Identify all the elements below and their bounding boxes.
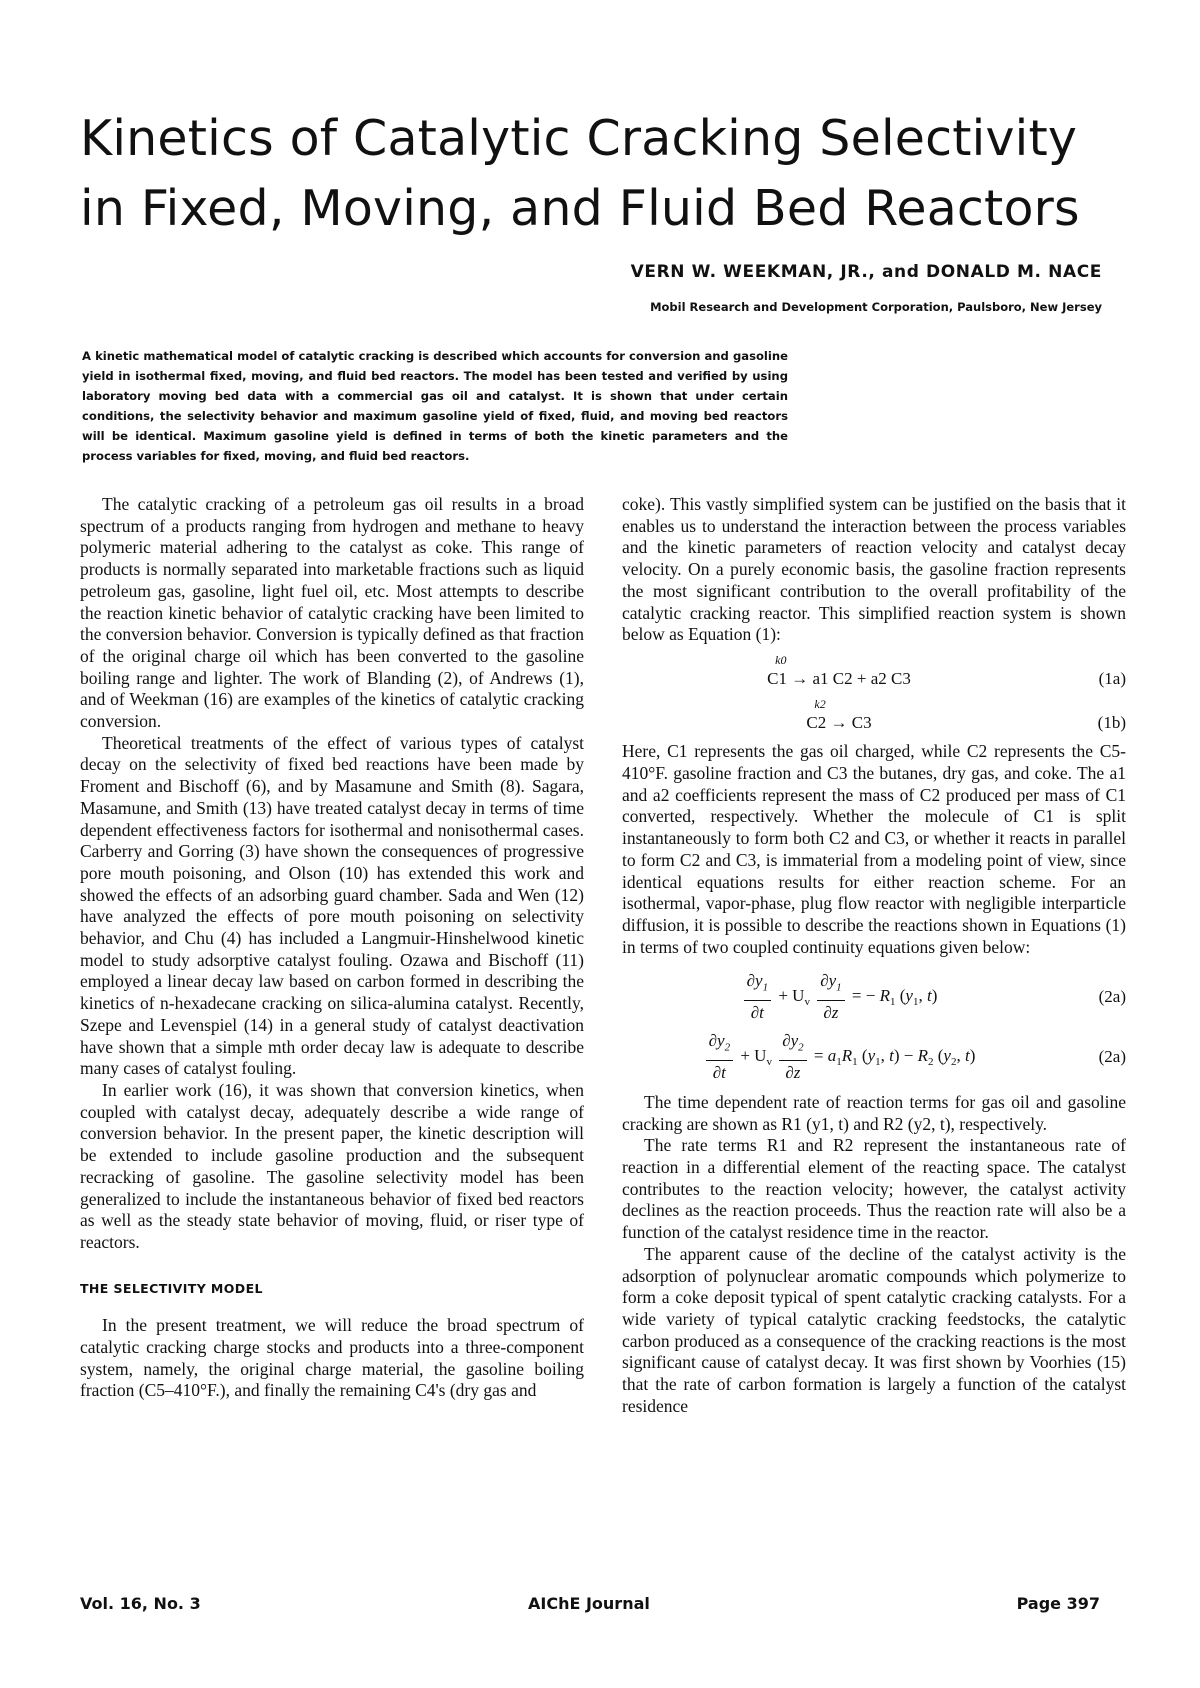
authors: VERN W. WEEKMAN, JR., and DONALD M. NACE	[630, 262, 1102, 282]
affiliation: Mobil Research and Development Corporation, Paulsboro, New Jersey	[650, 300, 1102, 314]
title-line-1: Kinetics of Catalytic Cracking Selectivity	[80, 110, 1078, 167]
equation-number: (2a)	[1098, 1047, 1126, 1067]
equation-2b: $\frac{\partial y_2}{\partial t}$ + $U_v$ $\frac{\partial y_2}{\partial z}$ = $a_1R_1$ ($y_1$, $t) - R_2$ ($y_2$, t) (2a)	[622, 1030, 1126, 1084]
paragraph: The rate terms R1 and R2 represent the instantaneous rate of reaction in a differential element of the reacting space. The catalyst contributes to the reaction velocity; however, the catalyst activity declines as the reaction proceeds. Thus the reaction rate will also be a function of the catalyst residence time in the reactor.	[622, 1135, 1126, 1243]
paragraph: The time dependent rate of reaction terms for gas oil and gasoline cracking are shown as R1 (y1, t) and R2 (y2, t), respectively.	[622, 1091, 1126, 1134]
abstract: A kinetic mathematical model of catalytic cracking is described which accounts for conversion and gasoline yield in isothermal fixed, moving, and fluid bed reactors. The model has been tested and verified by using laboratory moving bed data with a commercial gas oil and catalyst. It is shown that under certain conditions, the selectivity behavior and maximum gasoline yield of fixed, fluid, and moving bed reactors will be identical. Maximum gasoline yield is defined in terms of both the kinetic parameters and the process variables for fixed, moving, and fluid bed reactors.	[82, 349, 788, 463]
paragraph: Theoretical treatments of the effect of various types of catalyst decay on the selectivity of fixed bed reactions have been made by Froment and Bischoff (6), and by Masamune and Smith (8). Sagara, Masamune, and Smith (13) have treated catalyst decay in terms of time dependent effectiveness factors for isothermal and nonisothermal cases. Carberry and Gorring (3) have shown the consequences of progressive pore mouth poisoning, and Olson (10) has extended this work and showed the effects of an adsorbing guard chamber. Sada and Wen (12) have analyzed the effects of pore mouth poisoning on selectivity behavior, and Chu (4) has included a Langmuir-Hinshelwood kinetic model to study adsorptive catalyst fouling. Ozawa and Bischoff (11) employed a linear decay law based on carbon formed in describing the kinetics of n-hexadecane cracking on silica-alumina catalyst. Recently, Szepe and Levenspiel (14) in a general study of catalyst deactivation have shown that a simple mth order decay law is adequate to describe many cases of catalyst fouling.	[80, 732, 584, 1079]
title-line-2: in Fixed, Moving, and Fluid Bed Reactors	[80, 180, 1080, 237]
equation-number: (1a)	[1098, 668, 1126, 688]
paragraph: coke). This vastly simplified system can be justified on the basis that it enables us to understand the interaction between the process variables and the kinetic parameters of reaction velocity and catalyst decay velocity. On a purely economic basis, the gasoline fraction represents the most significant contribution to the overall profitability of the catalytic cracking reactor. This simplified reaction system is shown below as Equation (1):	[622, 494, 1126, 645]
left-column	[80, 494, 584, 1402]
footer-journal: AIChE Journal	[528, 1594, 650, 1613]
footer-page-number: Page 397	[1016, 1594, 1100, 1613]
equation-1b	[622, 696, 1126, 734]
equation-text: C1 → a1 C2 + a2 C3	[767, 668, 911, 688]
paragraph: The apparent cause of the decline of the catalyst activity is the adsorption of polynuclear aromatic compounds which polymerize to form a coke deposit typical of spent catalytic cracking catalysts. For a wide variety of typical catalytic cracking feedstocks, the catalytic carbon produced as a consequence of the cracking reactions is the most significant cause of catalyst decay. It was first shown by Voorhies (15) that the rate of carbon formation is largely a function of the catalyst residence	[622, 1243, 1126, 1416]
paragraph: Here, C1 represents the gas oil charged, while C2 represents the C5-410°F. gasoline fraction and C3 the butanes, dry gas, and coke. The a1 and a2 coefficients represent the mass of C2 produced per mass of C1 converted, respectively. Whether the molecule of C1 is split instantaneously to form both C2 and C3, or whether it reacts in parallel to form C2 and C3, is immaterial from a modeling point of view, since identical equations results for either reaction scheme. For an isothermal, vapor-phase, plug flow reactor with negligible interparticle diffusion, it is possible to describe the reactions shown in Equations (1) in terms of two coupled continuity equations given below:	[622, 741, 1126, 957]
equation-2a: $\frac{\partial y_1}{\partial t}$ + $U_v$ $\frac{\partial y_1}{\partial z}$ = − $R_1$ ($y_1$, t) (2a)	[622, 970, 1126, 1024]
rate-constant-label: k0	[775, 652, 787, 667]
section-heading: THE SELECTIVITY MODEL	[80, 1280, 263, 1296]
paragraph: In earlier work (16), it was shown that conversion kinetics, when coupled with catalyst decay, adequately describe a wide range of conversion behavior. In the present paper, the kinetic description will be extended to include gasoline production and the subsequent recracking of gasoline. The gasoline selectivity model has been generalized to include the instantaneous behavior of fixed bed reactors as well as the steady state behavior of moving, fluid, or riser type of reactors.	[80, 1079, 584, 1252]
article-title	[80, 104, 1140, 244]
paragraph: In the present treatment, we will reduce the broad spectrum of catalytic cracking charge stocks and products into a three-component system, namely, the original charge material, the gasoline boiling fraction (C5–410°F.), and finally the remaining C4's (dry gas and	[80, 1315, 584, 1401]
equation-number: (2a)	[1098, 987, 1126, 1007]
equation-number: (1b)	[1097, 712, 1126, 732]
footer-volume: Vol. 16, No. 3	[80, 1594, 201, 1613]
equation-1a	[622, 652, 1126, 690]
rate-constant-label: k2	[814, 696, 826, 711]
equation-text: C2 → C3	[806, 712, 872, 732]
paragraph: The catalytic cracking of a petroleum gas oil results in a broad spectrum of a products ranging from hydrogen and methane to heavy polymeric material adhering to the catalyst as coke. This range of products is normally separated into marketable fractions such as liquid petroleum gas, gasoline, light fuel oil, etc. Most attempts to describe the reaction kinetic behavior of catalytic cracking have been limited to the conversion behavior. Conversion is typically defined as that fraction of the original charge oil which has been converted to the gasoline boiling range and lighter. The work of Blanding (2), of Andrews (1), and of Weekman (16) are examples of the kinetics of catalytic cracking conversion.	[80, 494, 584, 732]
right-column	[622, 494, 1126, 1418]
